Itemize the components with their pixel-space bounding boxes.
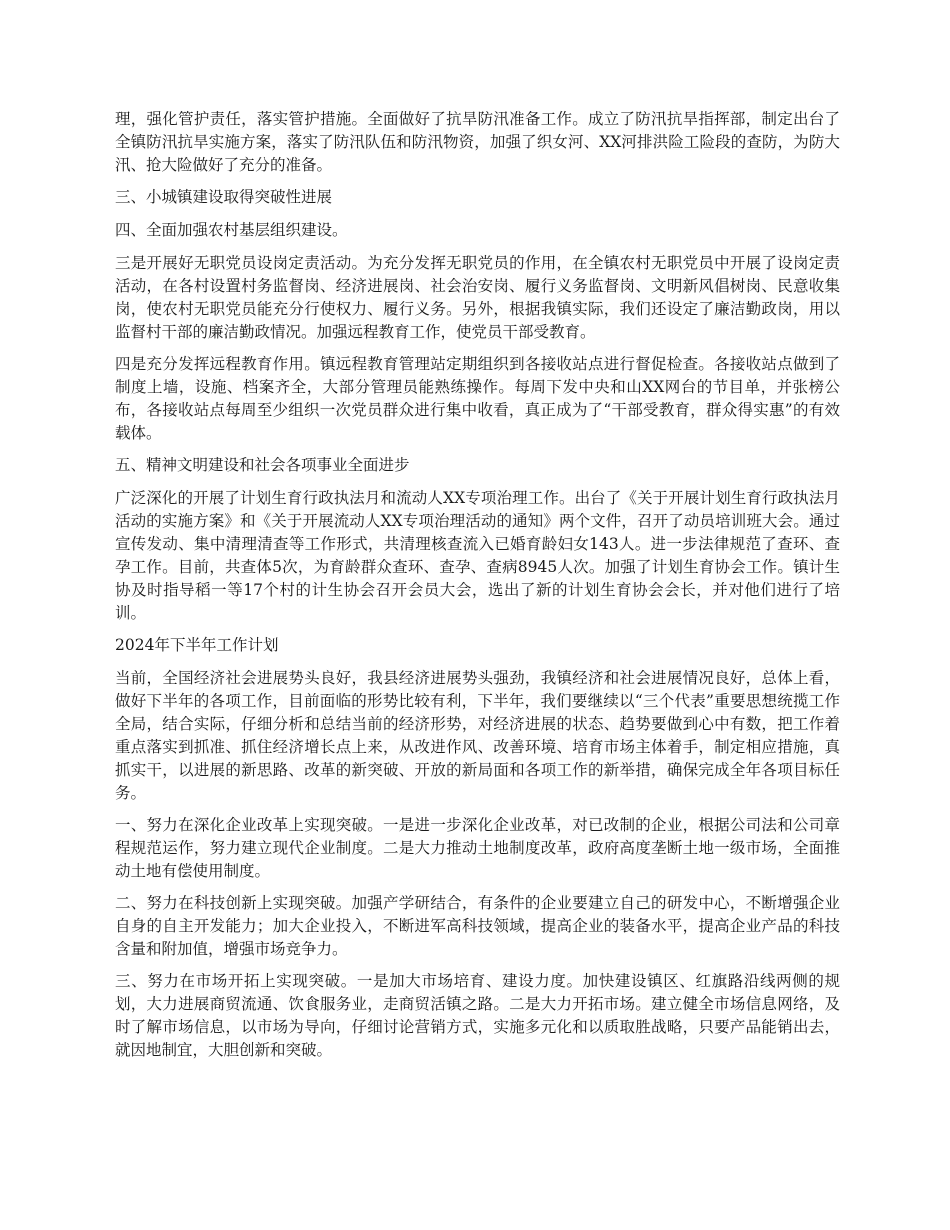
document-page [115,108,840,1071]
paragraph-tech-innovation: 二、努力在科技创新上实现突破。加强产学研结合，有条件的企业要建立自己的研发中心，不断增强企业自身的自主开发能力；加大企业投入，不断进军高科技领域，提高企业的装备水平，提高企业产品的科技含量和附加值，增强市场竞争力。 [115,894,840,958]
heading-spiritual-civilization: 五、精神文明建设和社会各项事业全面进步 [115,456,410,474]
heading-work-plan: 2024年下半年工作计划 [115,636,279,654]
paragraph-enterprise-reform: 一、努力在深化企业改革上实现突破。一是进一步深化企业改革，对已改制的企业，根据公司法和公司章程规范运作，努力建立现代企业制度。二是大力推动土地制度改革，政府高度垄断土地一级市场，全面推动土地有偿使用制度。 [115,816,840,880]
paragraph-flood-prevention: 理，强化管护责任，落实管护措施。全面做好了抗旱防汛准备工作。成立了防汛抗旱指挥部，制定出台了全镇防汛抗旱实施方案，落实了防汛队伍和防汛物资，加强了织女河、XX河排洪险工险段的查防，为防大汛、抢大险做好了充分的准备。 [115,110,840,174]
heading-grassroots-organization: 四、全面加强农村基层组织建设。 [115,221,348,239]
heading-small-town-construction: 三、小城镇建设取得突破性进展 [115,188,333,206]
paragraph-market-expansion: 三、努力在市场开拓上实现突破。一是加大市场培育、建设力度。加快建设镇区、红旗路沿线两侧的规划，大力进展商贸流通、饮食服务业，走商贸活镇之路。二是大力开拓市场。建立健全市场信息网络，及时了解市场信息，以市场为导向，仔细讨论营销方式，实施多元化和以质取胜战略，只要产品能销出去，就因地制宜，大胆创新和突破。 [115,972,840,1059]
paragraph-party-member-posts: 三是开展好无职党员设岗定责活动。为充分发挥无职党员的作用，在全镇农村无职党员中开展了设岗定责活动，在各村设置村务监督岗、经济进展岗、社会治安岗、履行义务监督岗、文明新风倡树岗、民意收集岗，使农村无职党员能充分行使权力、履行义务。另外，根据我镇实际，我们还设定了廉洁勤政岗，用以监督村干部的廉洁勤政情况。加强远程教育工作，使党员干部受教育。 [115,254,840,341]
paragraph-family-planning: 广泛深化的开展了计划生育行政执法月和流动人XX专项治理工作。出台了《关于开展计划生育行政执法月活动的实施方案》和《关于开展流动人XX专项治理活动的通知》两个文件，召开了动员培训班大会。通过宣传发动、集中清理清查等工作形式，共清理核查流入已婚育龄妇女143人。进一步法律规范了查环、查孕工作。目前，共查体5次，为育龄群众查环、查孕、查病8945人次。加强了计划生育协会工作。镇计生协及时指导稻一等17个村的计生协会召开会员大会，选出了新的计划生育协会会长，并对他们进行了培训。 [115,489,840,622]
paragraph-remote-education: 四是充分发挥远程教育作用。镇远程教育管理站定期组织到各接收站点进行督促检查。各接收站点做到了制度上墙，设施、档案齐全，大部分管理员能熟练操作。每周下发中央和山XX网台的节目单，并张榜公布，各接收站点每周至少组织一次党员群众进行集中收看，真正成为了“干部受教育，群众得实惠”的有效载体。 [115,355,840,442]
paragraph-current-situation: 当前，全国经济社会进展势头良好，我县经济进展势头强劲，我镇经济和社会进展情况良好，总体上看，做好下半年的各项工作，目前面临的形势比较有利，下半年，我们要继续以“三个代表”重要思想统揽工作全局，结合实际，仔细分析和总结当前的经济形势，对经济进展的状态、趋势要做到心中有数，把工作着重点落实到抓准、抓住经济增长点上来，从改进作风、改善环境、培育市场主体着手，制定相应措施，真抓实干，以进展的新思路、改革的新突破、开放的新局面和各项工作的新举措，确保完成全年各项目标任务。 [115,669,840,802]
